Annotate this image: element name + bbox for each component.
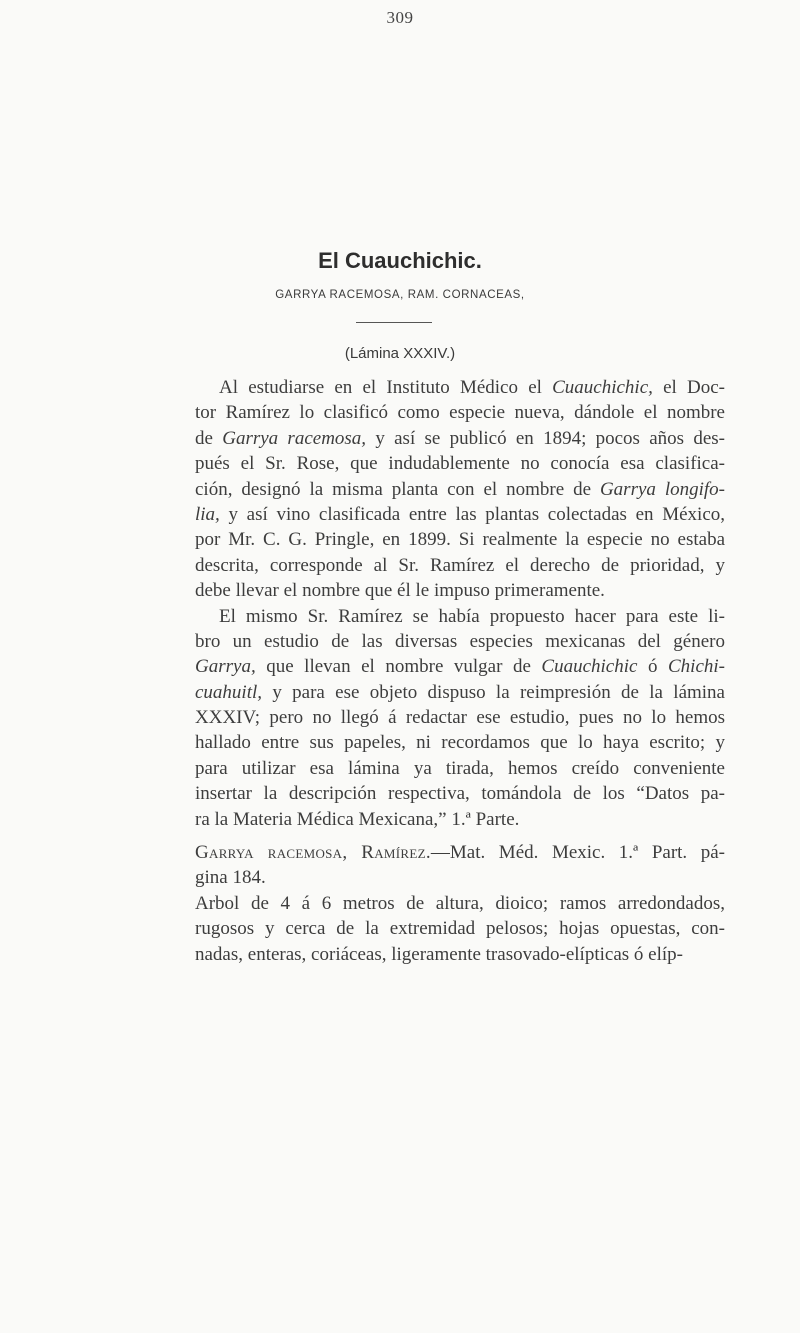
paragraph-3 bbox=[195, 840, 725, 891]
text-line: ra la Materia Médica Mexicana,” 1.ª Parte. bbox=[195, 808, 520, 830]
text-line: por Mr. C. G. Pringle, en 1899. Si realmente la especie no estaba bbox=[195, 529, 725, 551]
text-line: Arbol de 4 á 6 metros de altura, dioico; ramos arredondados, bbox=[195, 892, 725, 914]
text-line: insertar la descripción respectiva, tomándola de los “Datos pa- bbox=[195, 783, 725, 805]
text-line: bro un estudio de las diversas especies mexicanas del género bbox=[195, 630, 725, 652]
title-divider bbox=[356, 322, 432, 323]
plate-reference: (Lámina XXXIV.) bbox=[344, 345, 456, 362]
text-line: gina 184. bbox=[195, 867, 266, 889]
text-line: nadas, enteras, coriáceas, ligeramente trasovado-elípticas ó elíp- bbox=[195, 943, 683, 965]
text-line: tor Ramírez lo clasificó como especie nueva, dándole el nombre bbox=[195, 402, 725, 424]
text-line: El mismo Sr. Ramírez se había propuesto hacer para este li- bbox=[219, 605, 725, 627]
text-line: para utilizar esa lámina ya tirada, hemos creído conveniente bbox=[195, 757, 725, 779]
text-line: rugosos y cerca de la extremidad pelosos; hojas opuestas, con- bbox=[195, 918, 725, 940]
text-line: Al estudiarse en el Instituto Médico el Cuauchichic, el Doc- bbox=[219, 377, 725, 398]
paragraph-2 bbox=[195, 604, 725, 833]
page-number: 309 bbox=[386, 8, 414, 27]
text-line: lia, y así vino clasificada entre las plantas colectadas en México, bbox=[195, 503, 725, 525]
text-line: Garrya racemosa, Ramírez.—Mat. Méd. Mexic. 1.ª Part. pá- bbox=[195, 842, 725, 864]
text-line: ción, designó la misma planta con el nombre de Garrya longifo- bbox=[195, 478, 725, 500]
text-line: hallado entre sus papeles, ni recordamos que lo haya escrito; y bbox=[195, 732, 725, 754]
article-title: El Cuauchichic. bbox=[318, 248, 482, 273]
body-text bbox=[195, 375, 725, 967]
text-line: cuahuitl, y para ese objeto dispuso la reimpresión de la lámina bbox=[195, 681, 725, 703]
paragraph-4 bbox=[195, 891, 725, 967]
text-line: Garrya, que llevan el nombre vulgar de Cuauchichic ó Chichi- bbox=[195, 656, 725, 678]
text-line: XXXIV; pero no llegó á redactar ese estudio, pues no lo hemos bbox=[195, 707, 725, 729]
text-line: de Garrya racemosa, y así se publicó en 1894; pocos años des- bbox=[195, 427, 725, 449]
article-subtitle: GARRYA RACEMOSA, RAM. CORNACEAS, bbox=[275, 289, 525, 301]
text-line: descrita, corresponde al Sr. Ramírez el derecho de prioridad, y bbox=[195, 554, 725, 576]
text-line: debe llevar el nombre que él le impuso primeramente. bbox=[195, 580, 605, 602]
text-line: pués el Sr. Rose, que indudablemente no conocía esa clasifica- bbox=[195, 453, 725, 475]
paragraph-1 bbox=[195, 375, 725, 604]
